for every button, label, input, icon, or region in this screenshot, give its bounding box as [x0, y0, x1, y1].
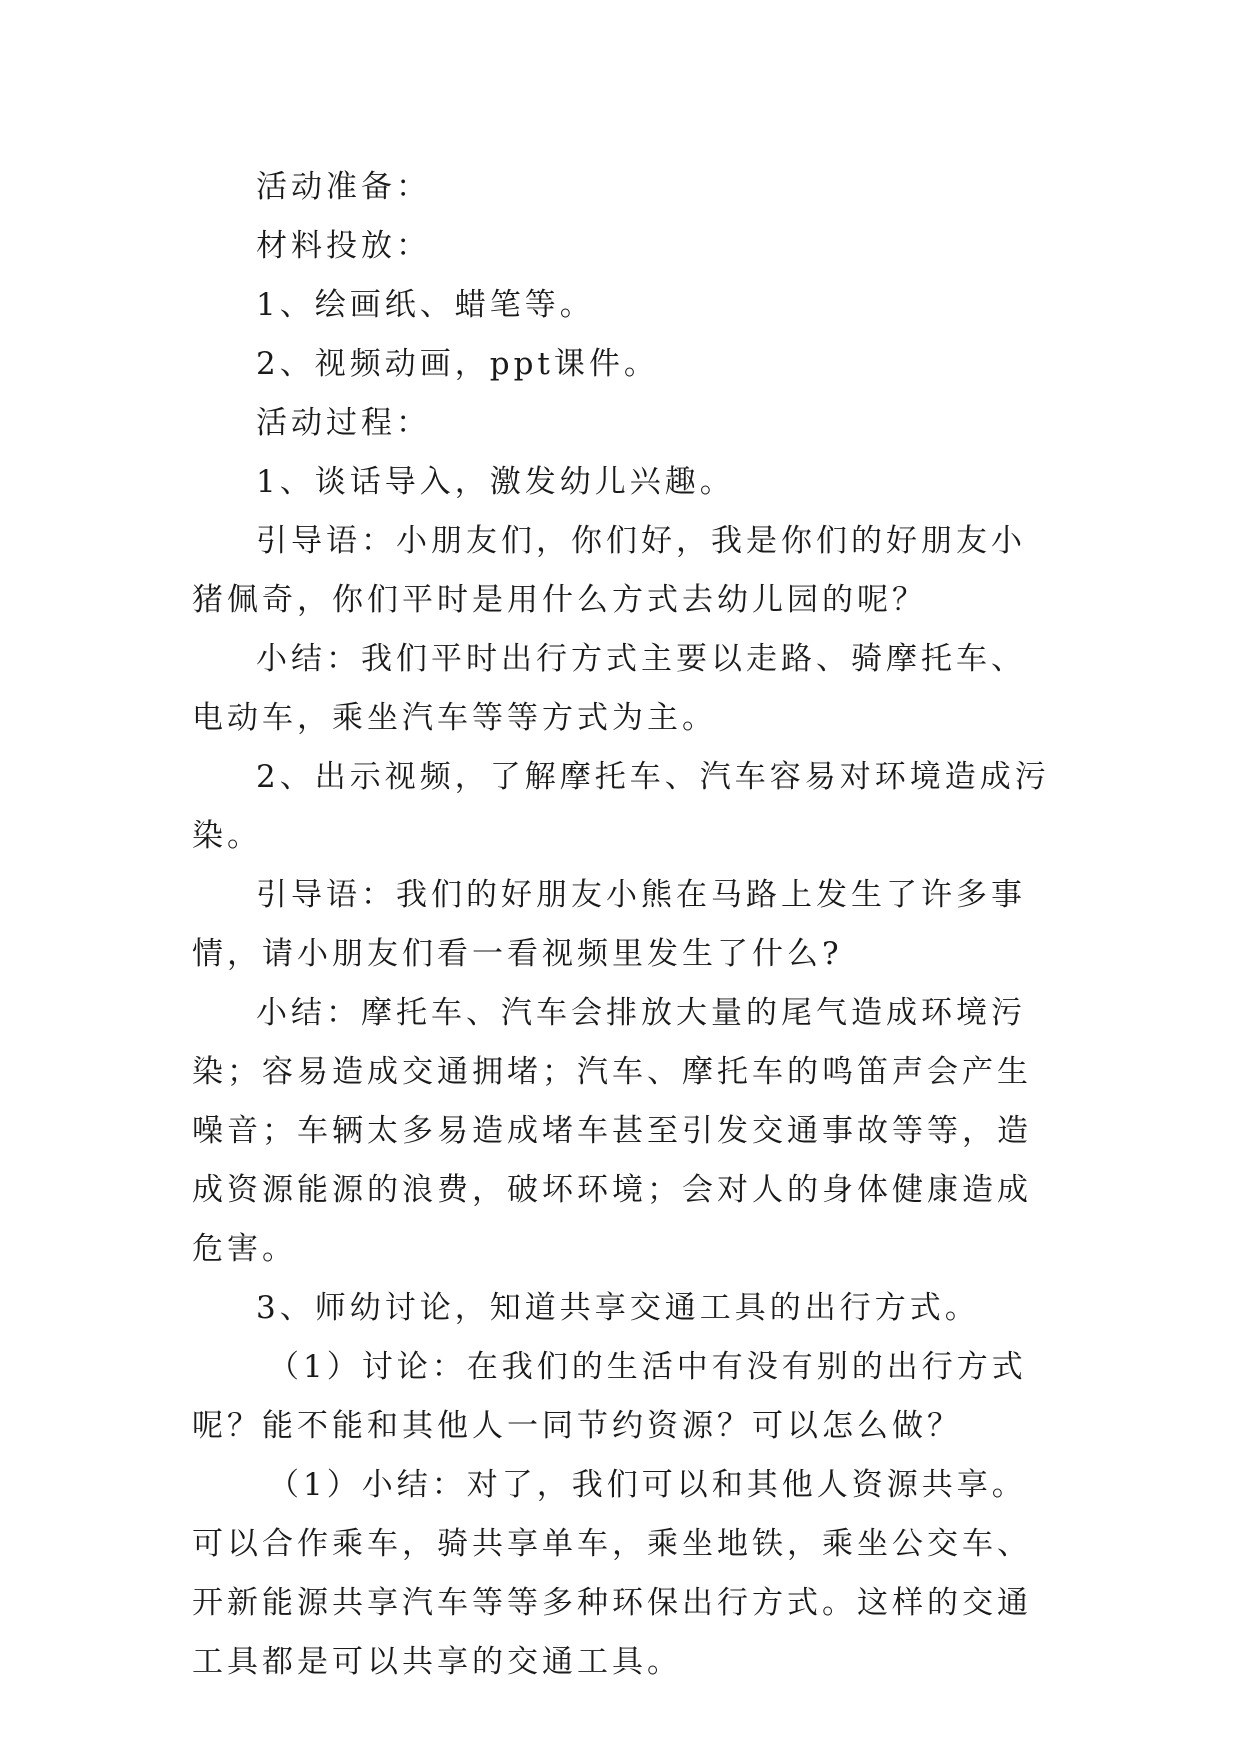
paragraph-step-1: 1、谈话导入，激发幼儿兴趣。 — [256, 464, 735, 500]
paragraph-summary-2: 小结：摩托车、汽车会排放大量的尾气造成环境污染；容易造成交通拥堵；汽车、摩托车的鸣笛声会产生噪音；车辆太多易造成堵车甚至引发交通事故等等，造成资源能源的浪费，破坏环境；会对人的身体健康造成危害。 — [192, 995, 1032, 1267]
paragraph-summary-1: 小结：我们平时出行方式主要以走路、骑摩托车、电动车，乘坐汽车等等方式为主。 — [192, 641, 1026, 736]
document-body — [192, 158, 1050, 1692]
paragraph-step-2: 2、出示视频，了解摩托车、汽车容易对环境造成污染。 — [192, 759, 1050, 854]
paragraph-materials: 材料投放： — [256, 228, 431, 264]
paragraph-material-2: 2、视频动画，ppt课件。 — [256, 346, 659, 382]
paragraph-activity-process: 活动过程： — [256, 405, 431, 441]
paragraph-activity-prep: 活动准备： — [256, 169, 431, 205]
paragraph-summary-3: （1）小结：对了，我们可以和其他人资源共享。可以合作乘车，骑共享单车，乘坐地铁，乘坐公交车、开新能源共享汽车等等多种环保出行方式。这样的交通工具都是可以共享的交通工具。 — [192, 1467, 1032, 1680]
paragraph-material-1: 1、绘画纸、蜡笔等。 — [256, 287, 595, 323]
paragraph-step-3: 3、师幼讨论，知道共享交通工具的出行方式。 — [256, 1290, 980, 1326]
paragraph-guide-1: 引导语：小朋友们，你们好，我是你们的好朋友小猪佩奇，你们平时是用什么方式去幼儿园的呢？ — [192, 523, 1026, 618]
paragraph-discussion: （1）讨论：在我们的生活中有没有别的出行方式呢？能不能和其他人一同节约资源？可以怎么做？ — [192, 1349, 1027, 1444]
paragraph-guide-2: 引导语：我们的好朋友小熊在马路上发生了许多事情，请小朋友们看一看视频里发生了什么? — [192, 877, 1026, 972]
